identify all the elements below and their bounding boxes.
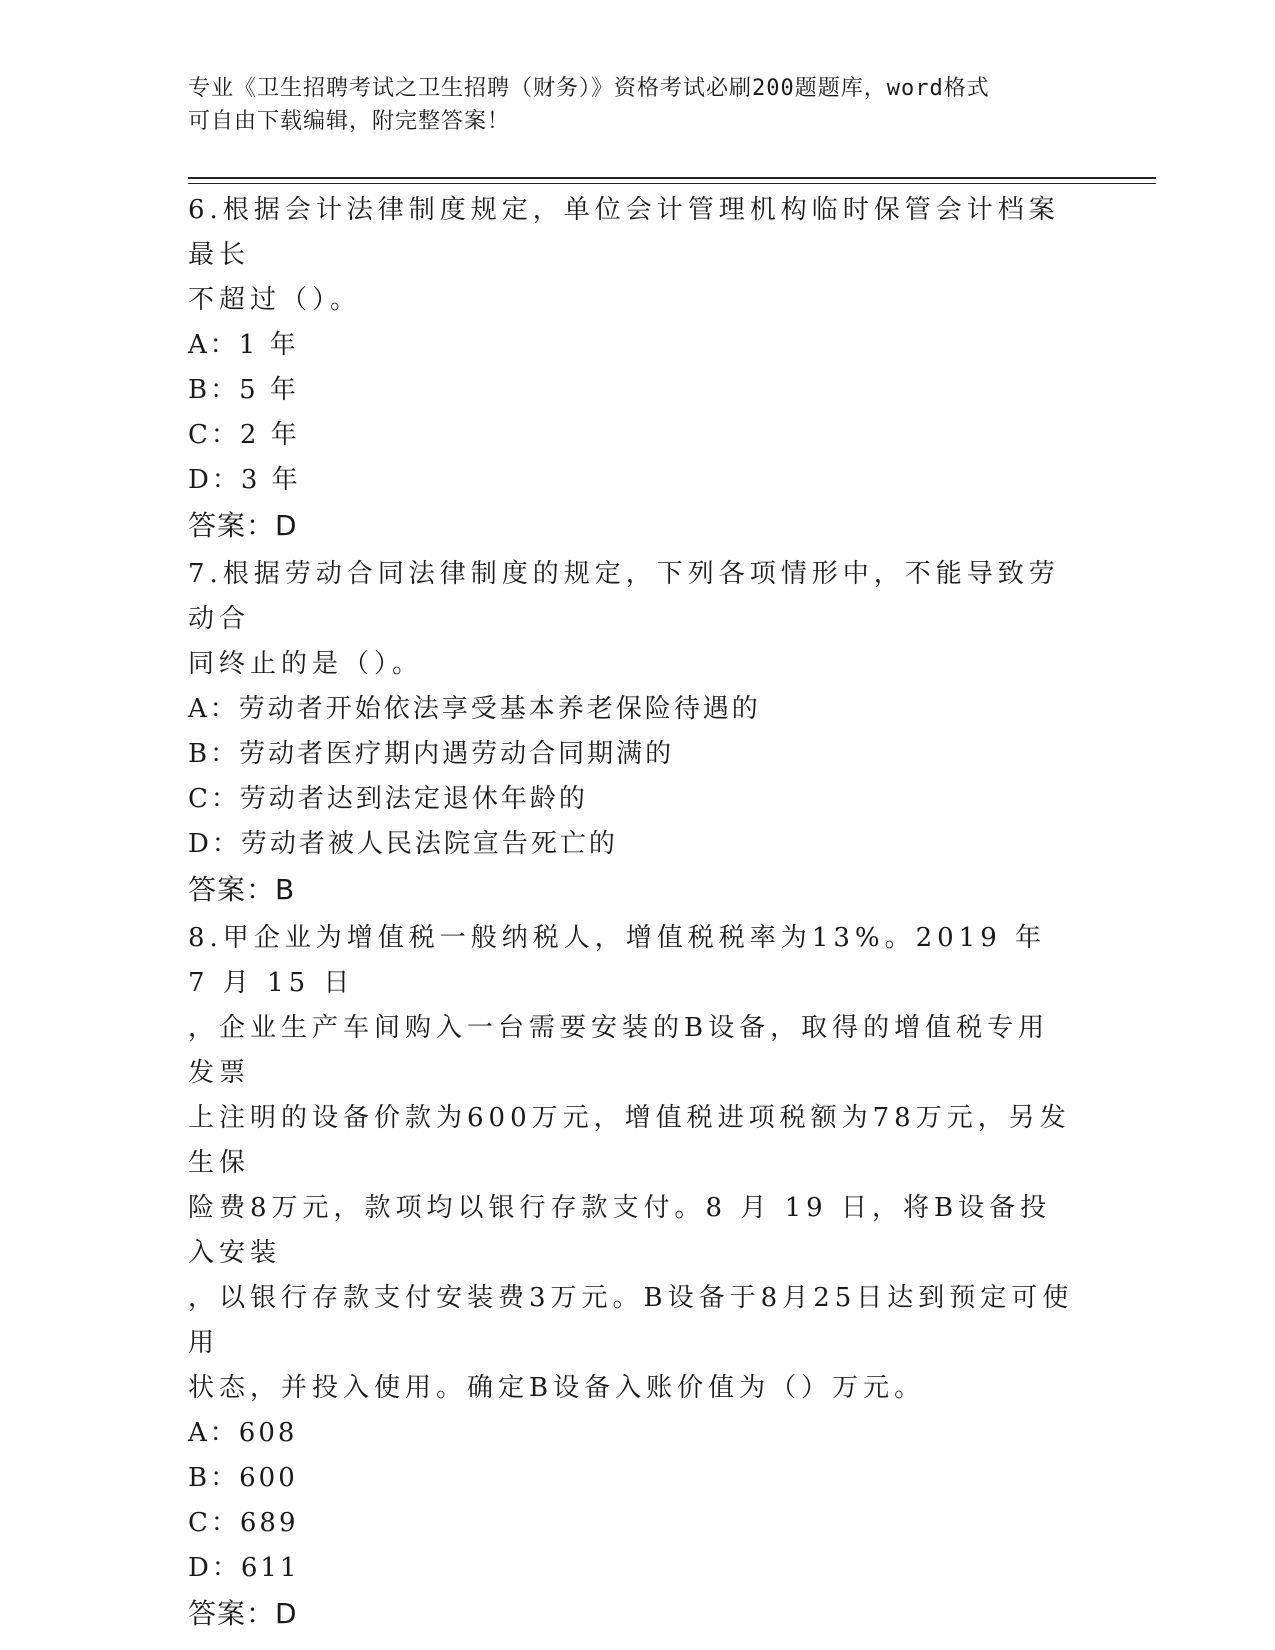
answer-line: 答案：B <box>188 873 296 906</box>
stem-line: 上注明的设备价款为600万元，增值税进项税额为78万元，另发生保 <box>188 1103 1071 1178</box>
option-d: D：3 年 <box>188 465 301 495</box>
option-list <box>188 1411 1078 1591</box>
question-stem <box>188 552 1078 687</box>
stem-line: ，企业生产车间购入一台需要安装的B设备，取得的增值税专用发票 <box>188 1013 1050 1088</box>
answer-line: 答案：D <box>188 1597 298 1630</box>
option-b: B：5 年 <box>188 375 299 405</box>
header-line-2: 可自由下载编辑，附完整答案！ <box>188 109 511 134</box>
option-d: D：劳动者被人民法院宣告死亡的 <box>188 829 618 859</box>
option-list <box>188 687 1078 867</box>
answer-line: 答案：D <box>188 509 298 542</box>
question-stem <box>188 916 1078 1411</box>
header-divider-thick <box>188 177 1156 179</box>
question-8 <box>188 916 1078 1637</box>
stem-line: 6.根据会计法律制度规定，单位会计管理机构临时保管会计档案最长 <box>188 195 1060 270</box>
option-b: B：劳动者医疗期内遇劳动合同期满的 <box>188 739 675 769</box>
option-list <box>188 323 1078 503</box>
stem-line: 状态，并投入使用。确定B设备入账价值为（）万元。 <box>188 1373 926 1403</box>
option-c: C：劳动者达到法定退休年龄的 <box>188 784 588 814</box>
stem-line: 不超过（）。 <box>188 285 362 315</box>
option-c: C：689 <box>188 1508 299 1538</box>
option-a: A：1 年 <box>188 330 299 360</box>
header-divider-thin <box>188 183 1156 184</box>
option-a: A：608 <box>188 1418 298 1448</box>
question-6 <box>188 188 1078 549</box>
stem-line: 同终止的是（）。 <box>188 649 424 679</box>
option-d: D：611 <box>188 1553 300 1583</box>
header-line-1: 专业《卫生招聘考试之卫生招聘（财务）》资格考试必刷200题题库，word格式 <box>188 76 990 101</box>
document-header <box>188 72 1068 138</box>
stem-line: 7.根据劳动合同法律制度的规定，下列各项情形中，不能导致劳动合 <box>188 559 1060 634</box>
stem-line: 险费8万元，款项均以银行存款支付。8 月 19 日，将B设备投入安装 <box>188 1193 1052 1268</box>
option-c: C：2 年 <box>188 420 300 450</box>
question-stem <box>188 188 1078 323</box>
option-a: A：劳动者开始依法享受基本养老保险待遇的 <box>188 694 761 724</box>
stem-line: 8.甲企业为增值税一般纳税人，增值税税率为13%。2019 年 7 月 15 日 <box>188 923 1047 998</box>
option-b: B：600 <box>188 1463 298 1493</box>
question-7 <box>188 552 1078 913</box>
stem-line: ，以银行存款支付安装费3万元。B设备于8月25日达到预定可使用 <box>188 1283 1074 1358</box>
